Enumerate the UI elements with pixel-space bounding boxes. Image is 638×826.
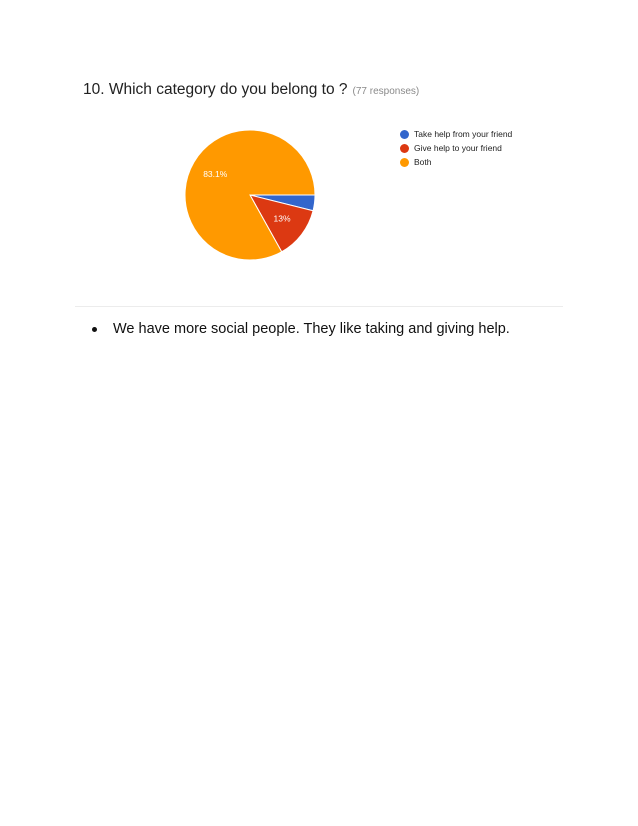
pie-slices: [185, 130, 315, 260]
legend-item-take-help-from-your-friend: [400, 127, 560, 141]
legend-label: Give help to your friend: [414, 143, 502, 153]
question-title: 10. Which category do you belong to ?: [83, 81, 348, 98]
legend-item-give-help-to-your-friend: [400, 141, 560, 155]
pie-chart: [180, 125, 320, 265]
question-heading: [83, 82, 419, 98]
findings-list: [92, 321, 510, 337]
pie-slice-label-both: 83.1%: [203, 168, 228, 179]
bullet-icon: [92, 327, 97, 332]
response-count: (77 responses): [352, 86, 420, 97]
legend-label: Take help from your friend: [414, 129, 513, 139]
pie-slice-label-give-help-to-your-friend: 13%: [273, 213, 291, 224]
chart-legend: [400, 127, 560, 169]
legend-swatch: [400, 130, 409, 139]
bullet-text: We have more social people. They like taking and giving help.: [113, 321, 510, 337]
bullet-item: [92, 321, 510, 337]
legend-item-both: [400, 155, 560, 169]
legend-swatch: [400, 158, 409, 167]
section-divider: [75, 306, 563, 307]
legend-swatch: [400, 144, 409, 153]
legend-label: Both: [414, 157, 432, 167]
